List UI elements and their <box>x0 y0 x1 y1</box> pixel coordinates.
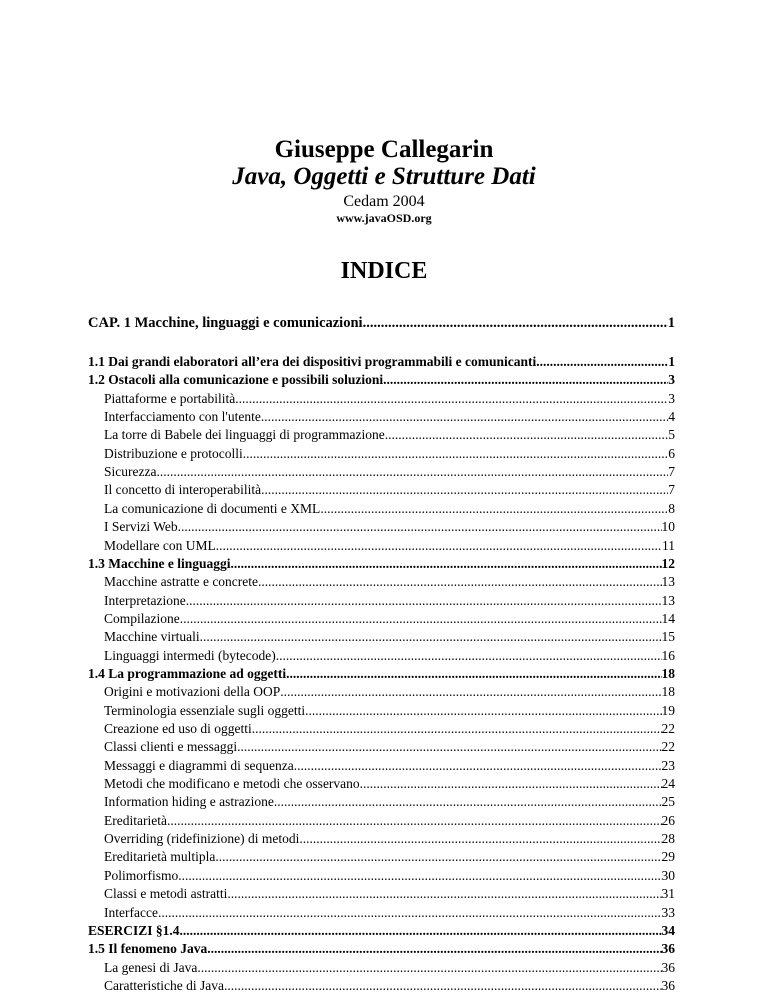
toc-subsection[interactable] <box>104 977 675 995</box>
toc-subsection[interactable] <box>104 537 675 555</box>
toc-page-number: 7 <box>668 464 675 480</box>
toc-entry-title: Il concetto di interoperabilità <box>104 482 262 498</box>
toc-page-number: 1 <box>668 354 675 369</box>
toc-dot-leader <box>385 426 668 444</box>
toc-subsection[interactable] <box>104 573 675 591</box>
toc-section[interactable] <box>88 353 675 371</box>
toc-page-number: 22 <box>661 739 675 755</box>
toc-page-number: 30 <box>661 867 675 883</box>
toc-dot-leader <box>305 702 661 720</box>
toc-entry-title: Terminologia essenziale sugli oggetti <box>104 702 306 718</box>
toc-entry-title: Classi clienti e messaggi <box>104 739 238 755</box>
toc-subsection[interactable] <box>104 408 675 426</box>
toc-entry-title: Modellare con UML <box>104 537 216 553</box>
toc-dot-leader <box>178 867 661 885</box>
toc-subsection[interactable] <box>104 592 675 610</box>
toc-subsection[interactable] <box>104 445 675 463</box>
toc-dot-leader <box>383 371 668 389</box>
toc-page-number: 6 <box>668 445 675 461</box>
toc-entry-title: 1.2 Ostacoli alla comunicazione e possibili soluzioni <box>88 372 384 388</box>
toc-page-number: 28 <box>661 831 675 847</box>
toc-entry-title: 1.5 Il fenomeno Java <box>88 941 208 957</box>
toc-subsection[interactable] <box>104 885 675 903</box>
toc-subsection[interactable] <box>104 959 675 977</box>
toc-section[interactable] <box>88 555 675 573</box>
toc-subsection[interactable] <box>104 518 675 536</box>
toc-entry-title: Caratteristiche di Java <box>104 977 224 993</box>
toc-page-number: 26 <box>661 812 675 828</box>
toc-dot-leader <box>235 390 668 408</box>
toc-chapter[interactable] <box>88 314 675 332</box>
toc-entry-title: Interfacce <box>104 904 158 920</box>
toc-dot-leader <box>167 812 662 830</box>
toc-subsection[interactable] <box>104 500 675 518</box>
toc-entry-title: Compilazione <box>104 610 180 626</box>
toc-page-number: 8 <box>668 500 675 516</box>
toc-entry-title: Origini e motivazioni della OOP <box>104 684 281 700</box>
toc-dot-leader <box>215 848 661 866</box>
toc-entry-title: Information hiding e astrazione <box>104 794 274 810</box>
toc-subsection[interactable] <box>104 793 675 811</box>
toc-page-number: 7 <box>668 482 675 498</box>
toc-entry-title: La torre di Babele dei linguaggi di programmazione <box>104 427 385 443</box>
toc-dot-leader <box>536 353 668 371</box>
toc-entry-title: Piattaforme e portabilità <box>104 390 236 406</box>
toc-page-number: 3 <box>668 372 675 388</box>
toc-subsection[interactable] <box>104 830 675 848</box>
toc-page-number: 12 <box>661 555 675 571</box>
toc-dot-leader <box>274 793 662 811</box>
toc-entry-title: Ereditarietà <box>104 812 167 828</box>
toc-page-number: 34 <box>661 922 675 938</box>
toc-page-number: 33 <box>661 904 675 920</box>
toc-page-number: 36 <box>661 959 675 975</box>
toc-dot-leader <box>243 445 669 463</box>
toc-subsection[interactable] <box>104 390 675 408</box>
toc-section[interactable] <box>88 922 675 940</box>
toc-dot-leader <box>276 647 662 665</box>
index-heading: INDICE <box>340 258 428 284</box>
toc-page-number: 5 <box>668 427 675 443</box>
toc-entry-title: 1.4 La programmazione ad oggetti <box>88 665 287 681</box>
toc-dot-leader <box>294 757 662 775</box>
toc-dot-leader <box>258 573 661 591</box>
toc-subsection[interactable] <box>104 812 675 830</box>
toc-page-number: 10 <box>661 519 675 535</box>
toc-subsection[interactable] <box>104 738 675 756</box>
toc-subsection[interactable] <box>104 610 675 628</box>
toc-dot-leader <box>200 628 662 646</box>
toc-dot-leader <box>261 481 668 499</box>
toc-dot-leader <box>261 408 668 426</box>
toc-page-number: 22 <box>661 721 675 736</box>
toc-page-number: 18 <box>661 684 675 700</box>
toc-page-number: 13 <box>661 574 675 590</box>
toc-subsection[interactable] <box>104 426 675 444</box>
toc-page-number: 23 <box>661 757 675 773</box>
toc-entry-title: Interpretazione <box>104 592 186 608</box>
book-title: Java, Oggetti e Strutture Dati <box>232 163 536 190</box>
toc-entry-title: Interfacciamento con l'utente <box>104 409 261 425</box>
toc-page-number: 4 <box>668 409 675 425</box>
toc-entry-title: I Servizi Web <box>104 519 178 535</box>
toc-dot-leader <box>180 922 662 940</box>
toc-page-number: 36 <box>661 941 675 957</box>
toc-dot-leader <box>320 500 668 518</box>
publisher-line: Cedam 2004 <box>343 193 425 210</box>
toc-dot-leader <box>178 518 662 536</box>
toc-dot-leader <box>227 885 661 903</box>
toc-section[interactable] <box>88 940 675 958</box>
toc-entry-title: Overriding (ridefinizione) di metodi <box>104 831 300 847</box>
toc-dot-leader <box>286 665 661 683</box>
toc-entry-title: Messaggi e diagrammi di sequenza <box>104 757 294 773</box>
toc-entry-title: Polimorfismo <box>104 867 179 883</box>
toc-section[interactable] <box>88 665 675 683</box>
toc-entry-title: La comunicazione di documenti e XML <box>104 500 321 516</box>
toc-subsection[interactable] <box>104 775 675 793</box>
toc-page-number: 1 <box>667 315 675 331</box>
toc-page-number: 3 <box>668 390 675 406</box>
toc-subsection[interactable] <box>104 904 675 922</box>
toc-dot-leader <box>299 830 661 848</box>
toc-entry-title: Metodi che modificano e metodi che osservano <box>104 776 360 792</box>
toc-entry-title: Creazione ed uso di oggetti <box>104 721 252 736</box>
toc-dot-leader <box>360 775 662 793</box>
toc-subsection[interactable] <box>104 647 675 665</box>
toc-subsection[interactable] <box>104 867 675 885</box>
toc-dot-leader <box>280 683 661 701</box>
toc-page-number: 19 <box>661 702 675 718</box>
toc-page-number: 31 <box>661 886 675 902</box>
website-link[interactable]: www.javaOSD.org <box>336 211 432 225</box>
toc-dot-leader <box>197 959 661 977</box>
toc-subsection[interactable] <box>104 702 675 720</box>
toc-dot-leader <box>252 720 662 738</box>
toc-dot-leader <box>186 592 662 610</box>
toc-page-number: 15 <box>661 629 675 645</box>
toc-subsection[interactable] <box>104 463 675 481</box>
toc-entry-title: 1.3 Macchine e linguaggi <box>88 555 231 571</box>
toc-subsection[interactable] <box>104 757 675 775</box>
toc-page-number: 36 <box>661 977 675 993</box>
toc-subsection[interactable] <box>104 628 675 646</box>
toc-page-number: 18 <box>661 665 675 681</box>
toc-entry-title: Macchine astratte e concrete <box>104 574 259 590</box>
toc-entry-title: Ereditarietà multipla <box>104 849 216 865</box>
toc-dot-leader <box>158 904 662 922</box>
toc-page-number: 24 <box>661 776 675 792</box>
toc-entry-title: Classi e metodi astratti <box>104 886 228 902</box>
toc-page-number: 11 <box>662 537 675 553</box>
toc-page-number: 29 <box>661 849 675 865</box>
toc-dot-leader <box>156 463 668 481</box>
toc-dot-leader <box>207 940 661 958</box>
toc-dot-leader <box>180 610 662 628</box>
toc-entry-title: CAP. 1 Macchine, linguaggi e comunicazioni <box>88 315 363 331</box>
toc-dot-leader <box>363 314 668 332</box>
toc-entry-title: Linguaggi intermedi (bytecode) <box>104 647 276 663</box>
toc-section[interactable] <box>88 371 675 389</box>
toc-entry-title: Sicurezza <box>104 464 157 480</box>
toc-page-number: 16 <box>661 647 675 663</box>
toc-entry-title: 1.1 Dai grandi elaboratori all’era dei dispositivi programmabili e comunicanti <box>88 354 537 369</box>
toc-dot-leader <box>237 738 661 756</box>
toc-dot-leader <box>231 555 662 573</box>
toc-subsection[interactable] <box>104 848 675 866</box>
toc-subsection[interactable] <box>104 683 675 701</box>
toc-entry-title: La genesi di Java <box>104 959 198 975</box>
toc-entry-title: Distribuzione e protocolli <box>104 445 243 461</box>
toc-entry-title: Macchine virtuali <box>104 629 200 645</box>
toc-subsection[interactable] <box>104 481 675 499</box>
author-name: Giuseppe Callegarin <box>274 136 494 163</box>
toc-page-number: 13 <box>661 592 675 608</box>
toc-subsection[interactable] <box>104 720 675 738</box>
toc-dot-leader <box>216 537 662 555</box>
toc-dot-leader <box>224 977 662 995</box>
toc-page-number: 25 <box>661 794 675 810</box>
toc-page-number: 14 <box>661 610 675 626</box>
toc-entry-title: ESERCIZI §1.4 <box>88 922 180 938</box>
